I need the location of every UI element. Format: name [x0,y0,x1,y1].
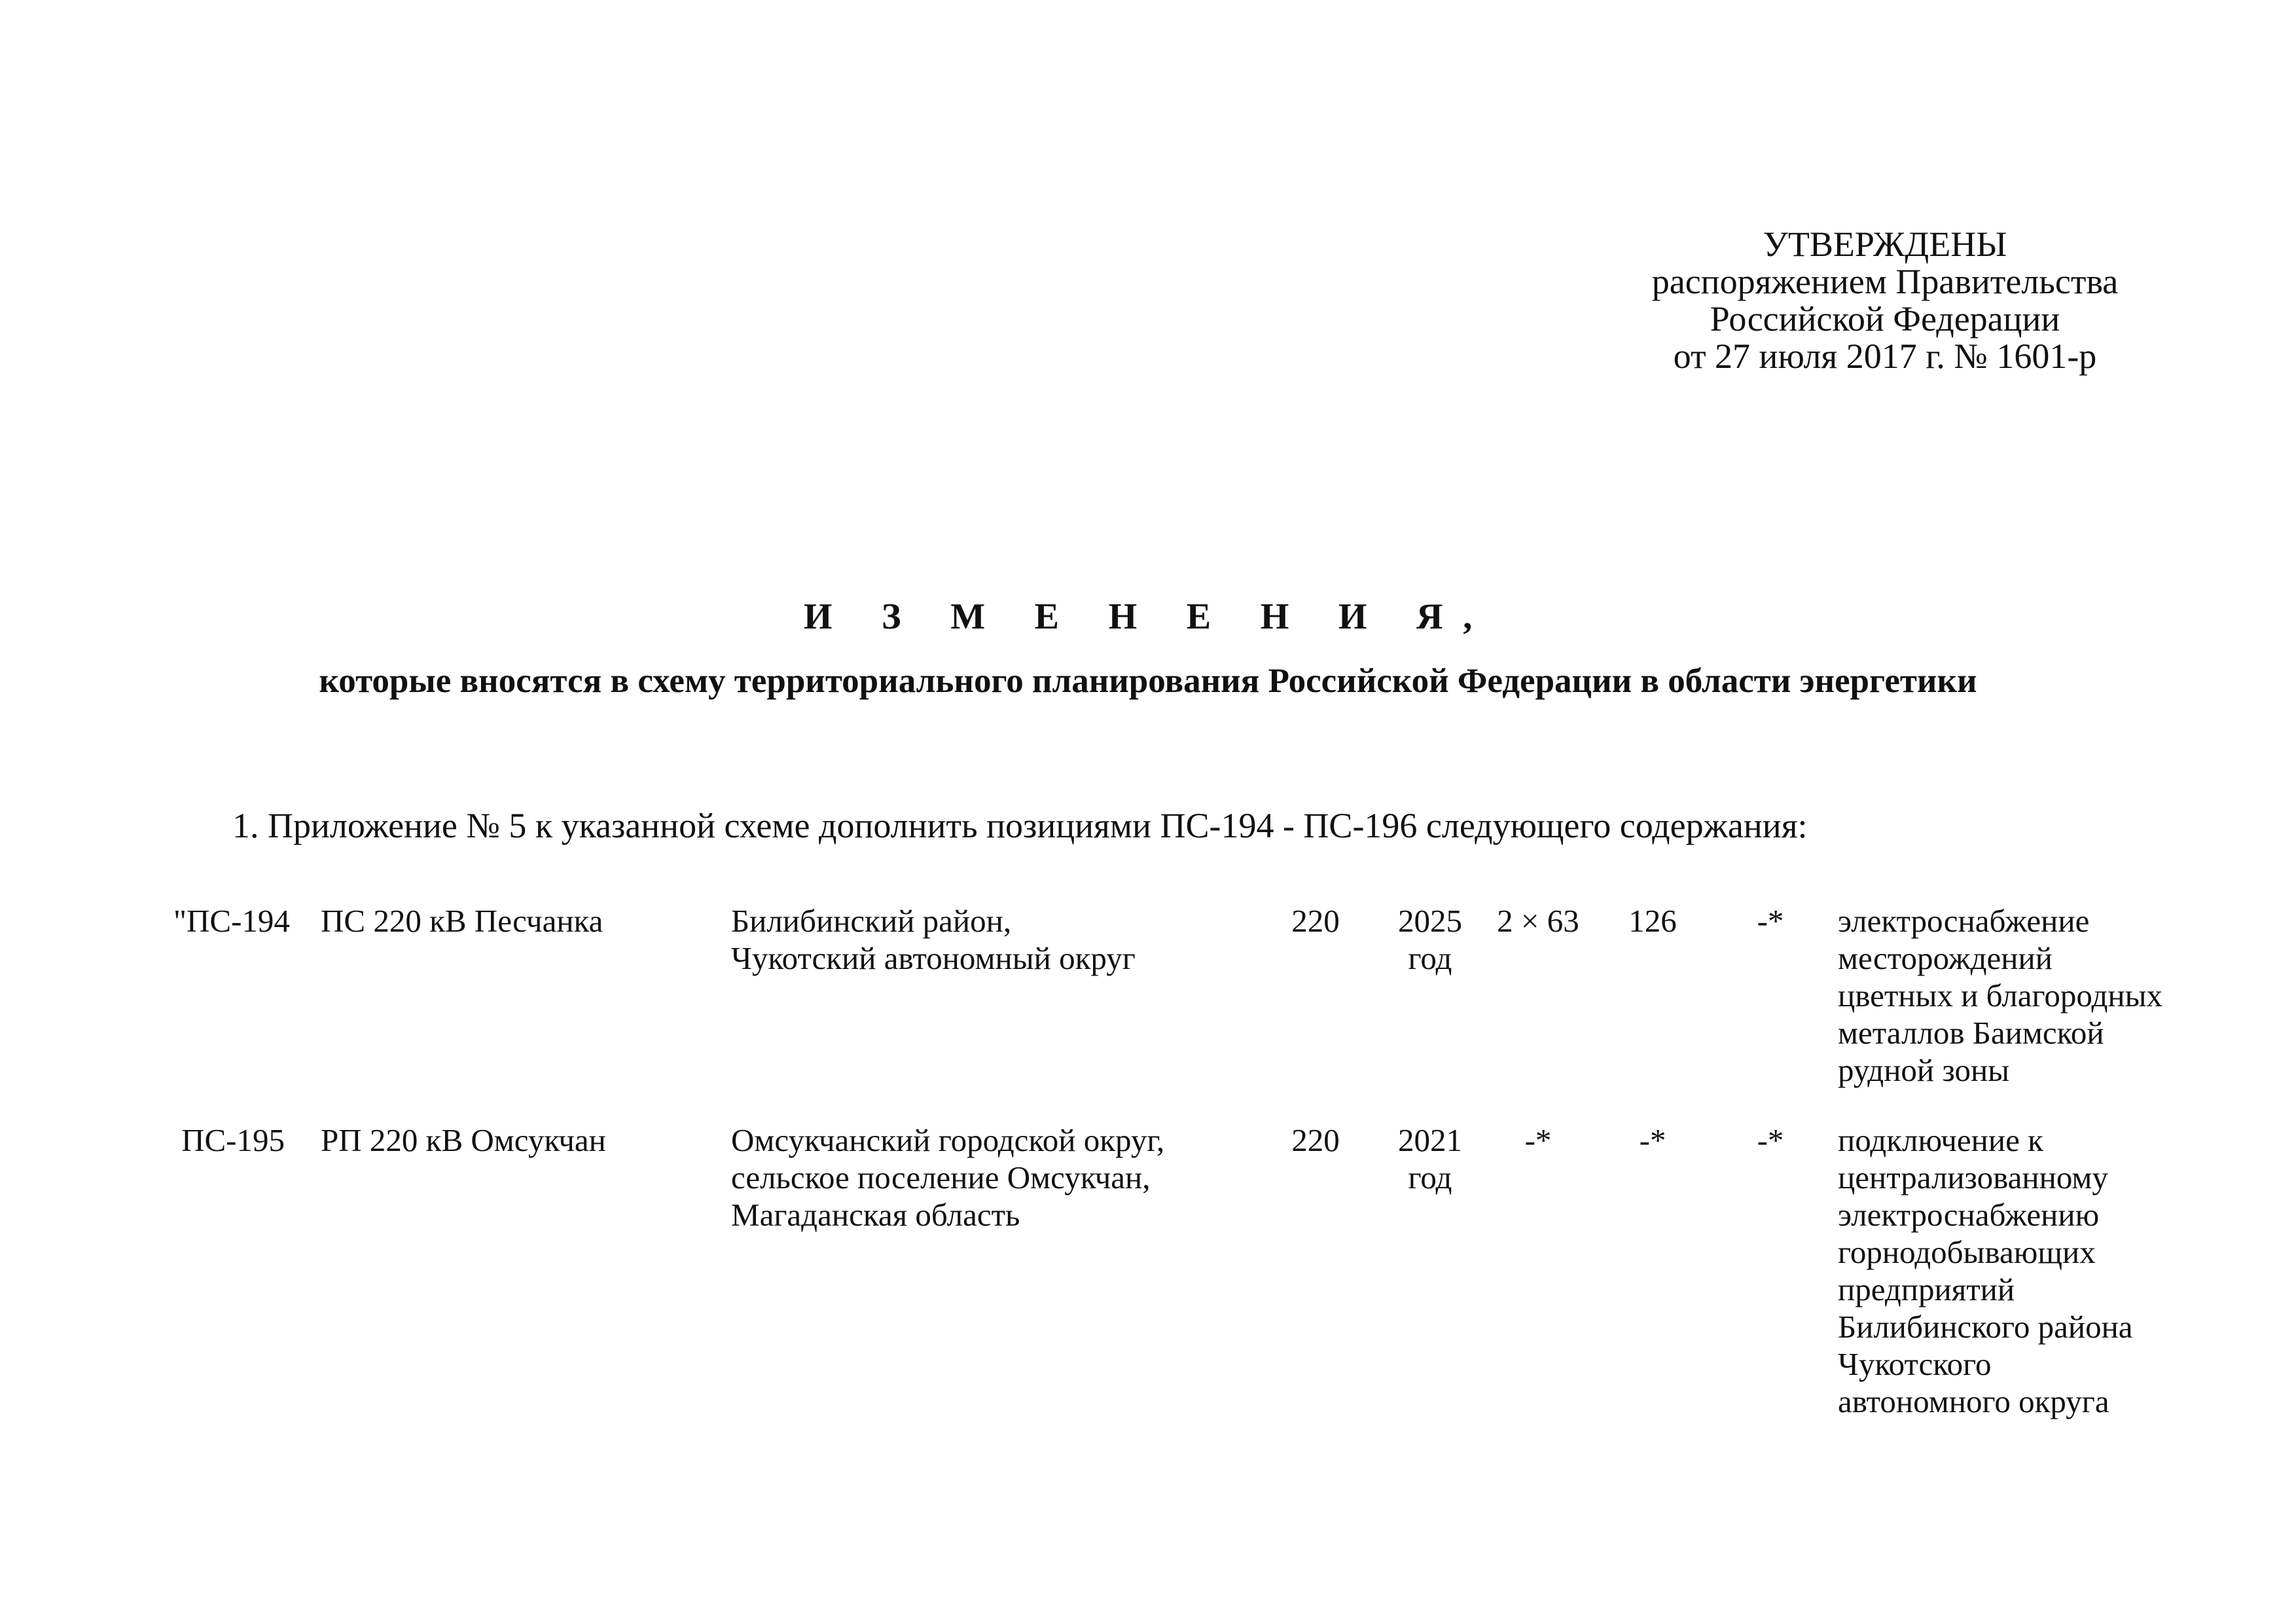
row-location [731,1122,1268,1233]
row-length: -* [1757,1122,1784,1158]
row-power: 126 [1628,903,1677,939]
purpose-line: Билибинского района [1838,1309,2133,1345]
row-year [1381,1122,1479,1196]
purpose-line: металлов Баимской [1838,1015,2104,1051]
purpose-line: горнодобывающих [1838,1234,2096,1270]
row-voltage: 220 [1291,1122,1340,1158]
year-unit: год [1408,1159,1452,1195]
row-name: РП 220 кВ Омсукчан [321,1122,606,1158]
intro-paragraph: 1. Приложение № 5 к указанной схеме дополнить позициями ПС-194 - ПС-196 следующего содержания: [232,806,1808,845]
row-code: "ПС-194 [173,903,290,939]
purpose-line: рудной зоны [1838,1052,2010,1088]
row-power: -* [1639,1122,1666,1158]
location-line: Омсукчанский городской округ, [731,1122,1165,1158]
approval-authority: распоряжением Правительства [1651,262,2119,301]
row-year [1381,902,1479,977]
purpose-line: Чукотского [1838,1346,1992,1382]
row-purpose [1838,902,2283,1089]
approval-stamp [1623,226,2147,375]
approval-country: Российской Федерации [1710,299,2060,338]
approval-heading: УТВЕРЖДЕНЫ [1763,225,2007,264]
purpose-line: подключение к [1838,1122,2043,1158]
row-location [731,902,1268,977]
row-voltage: 220 [1291,903,1340,939]
purpose-line: автономного округа [1838,1383,2109,1419]
approval-date-number: от 27 июля 2017 г. № 1601-р [1673,337,2097,376]
year-value: 2025 [1398,903,1462,939]
year-value: 2021 [1398,1122,1462,1158]
document-title: И З М Е Н Е Н И Я, [803,596,1493,637]
purpose-line: электроснабжение [1838,903,2090,939]
row-transformers: -* [1524,1122,1552,1158]
purpose-line: предприятий [1838,1271,2015,1307]
purpose-line: электроснабжению [1838,1197,2100,1233]
purpose-line: централизованному [1838,1159,2108,1195]
row-purpose [1838,1122,2283,1420]
row-length: -* [1757,903,1784,939]
purpose-line: цветных и благородных [1838,977,2163,1013]
location-line: Магаданская область [731,1197,1020,1233]
row-transformers: 2 × 63 [1497,903,1579,939]
row-code: ПС-195 [181,1122,285,1158]
location-line: Чукотский автономный округ [731,940,1136,976]
row-name: ПС 220 кВ Песчанка [321,903,603,939]
document-subtitle: которые вносятся в схему территориального планирования Российской Федерации в области энергетики [319,662,1977,700]
location-line: сельское поселение Омсукчан, [731,1159,1151,1195]
location-line: Билибинский район, [731,903,1012,939]
year-unit: год [1408,940,1452,976]
purpose-line: месторождений [1838,940,2053,976]
